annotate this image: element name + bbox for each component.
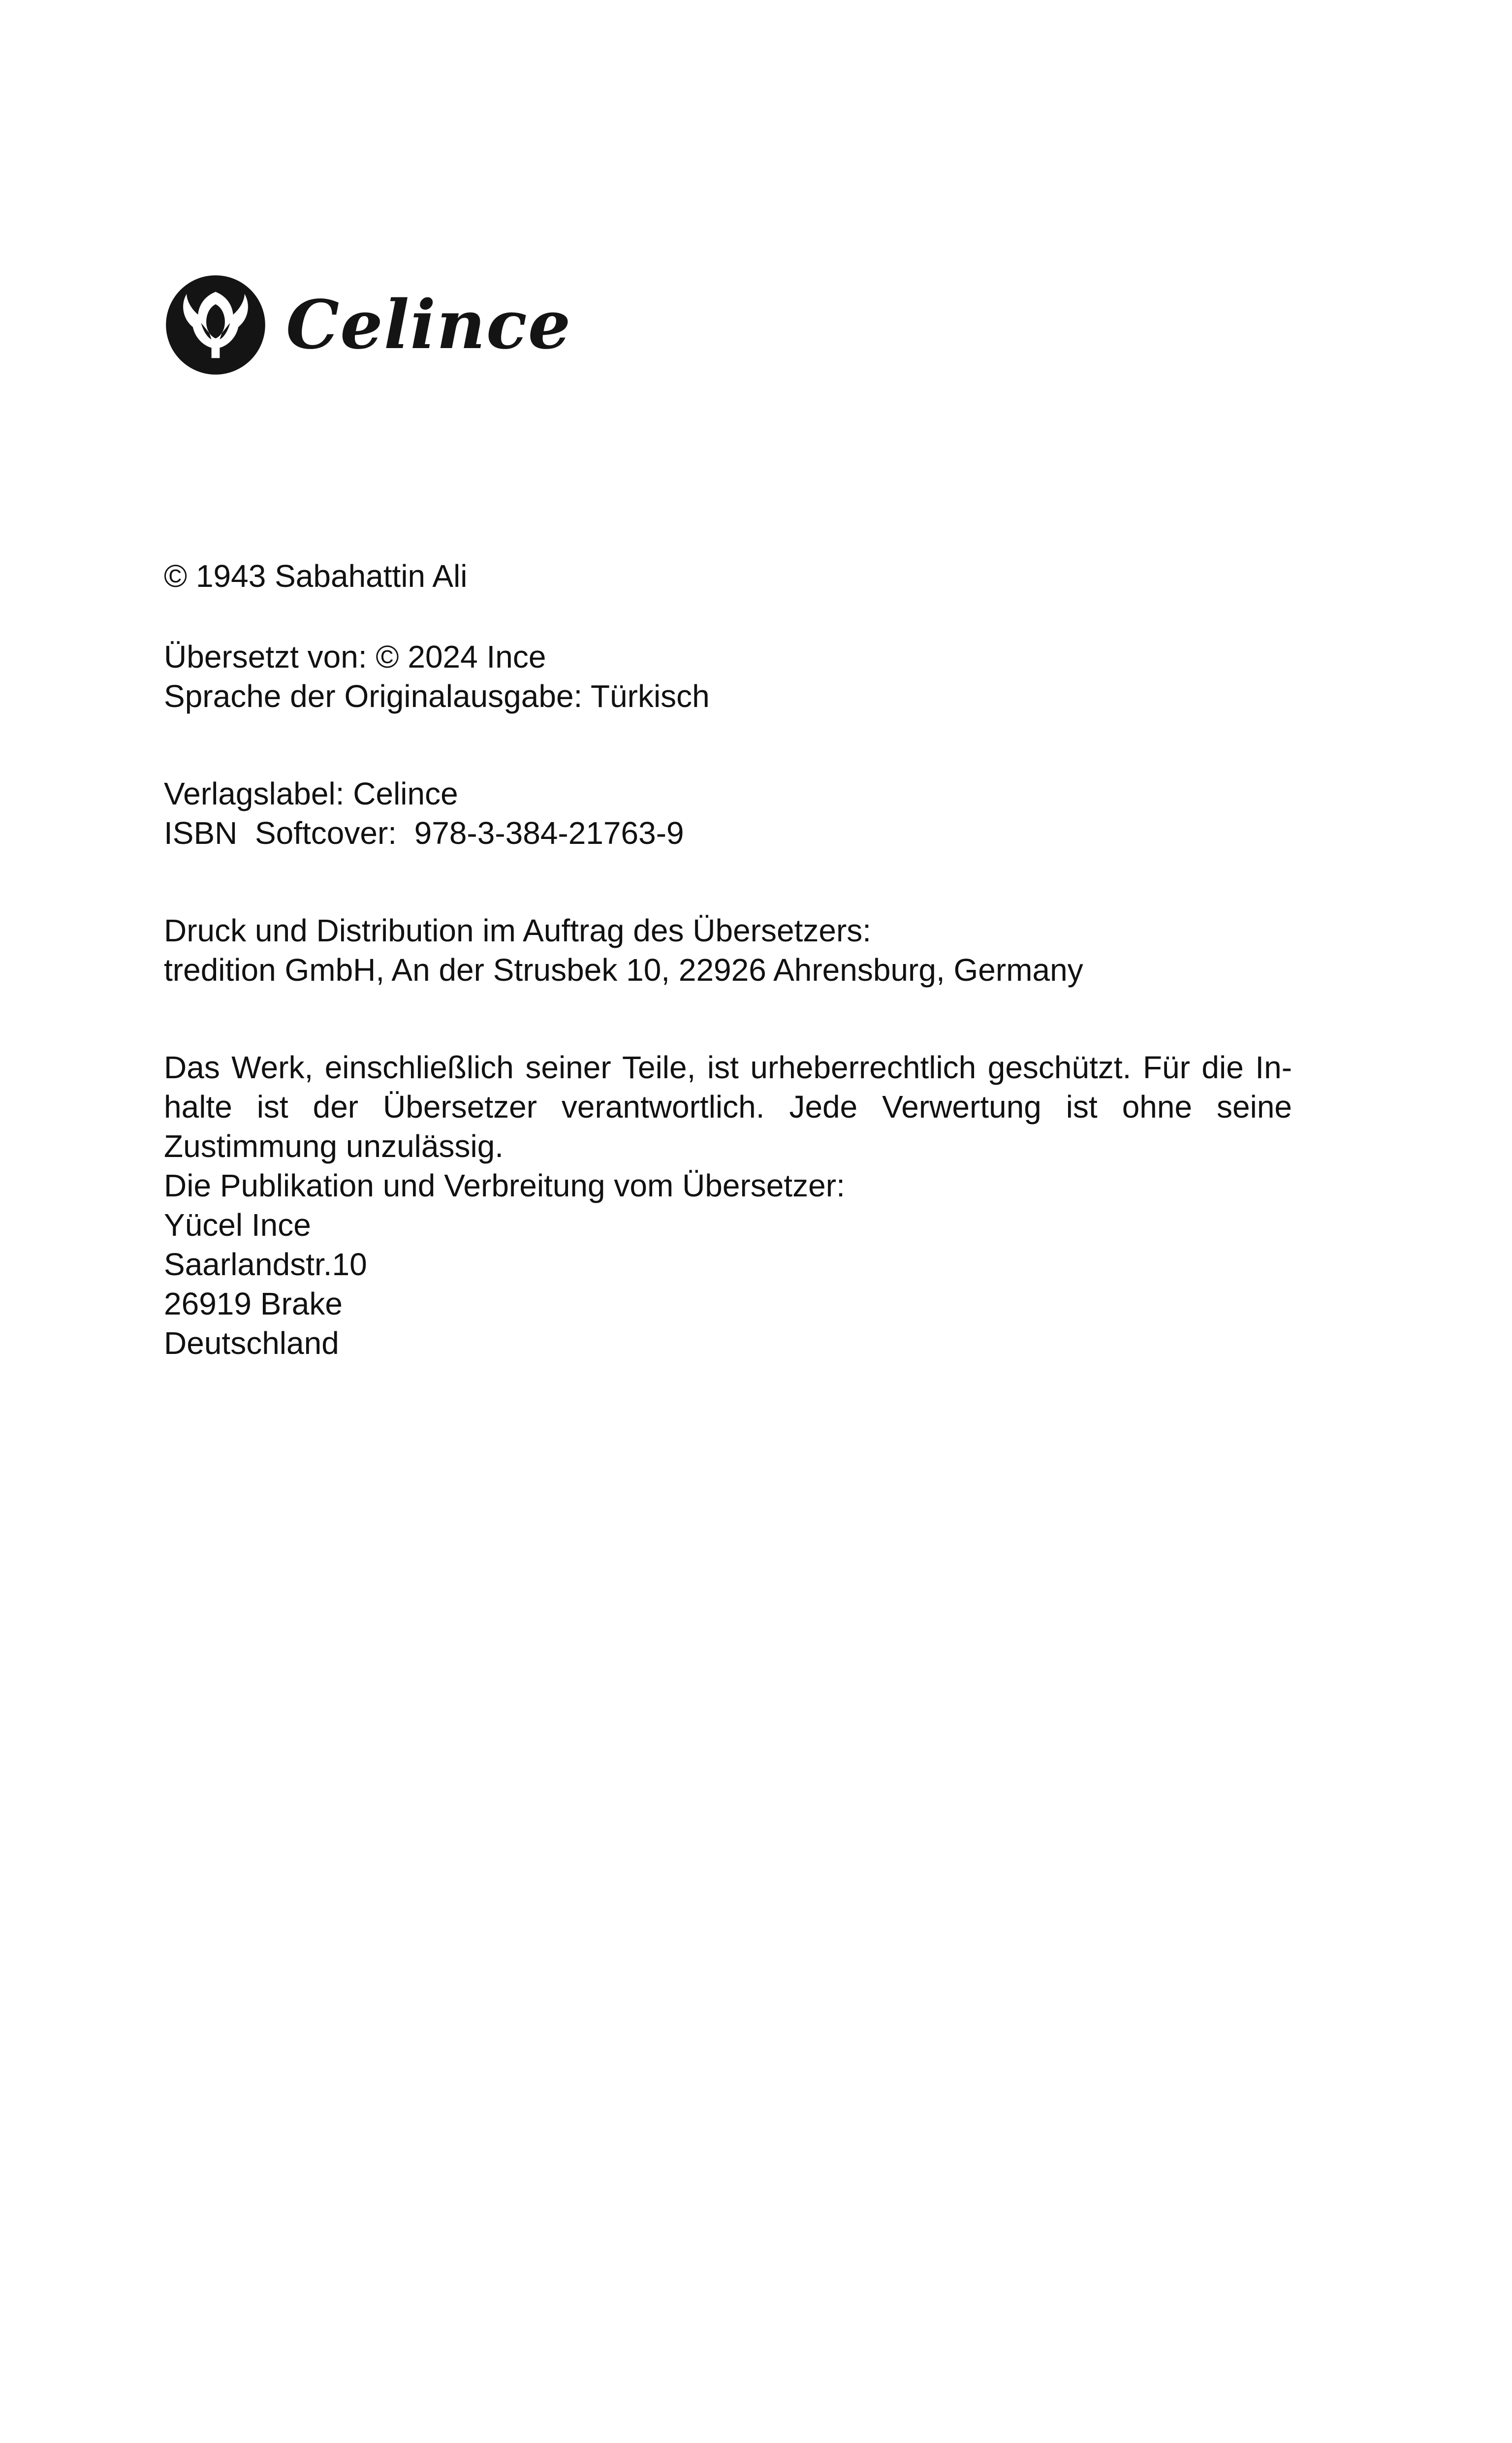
legal-line-4: Die Publikation und Verbreitung vom Übersetzer: bbox=[164, 1168, 845, 1203]
translated-by: Übersetzt von: © 2024 Ince bbox=[164, 639, 546, 675]
copyright-author: © 1943 Sabahattin Ali bbox=[164, 558, 468, 594]
legal-line-3: Zustimmung unzulässig. bbox=[164, 1128, 504, 1164]
distribution-line-1: Druck und Distribution im Auftrag des Übersetzers: bbox=[164, 913, 872, 948]
translator-city: 26919 Brake bbox=[164, 1286, 343, 1321]
distribution-line-2: tredition GmbH, An der Strusbek 10, 22926 Ahrensburg, Germany bbox=[164, 952, 1083, 988]
legal-block bbox=[164, 1048, 1292, 1363]
publisher-logo bbox=[164, 273, 571, 377]
publisher-logo-text: Celince bbox=[286, 286, 572, 364]
copyright-block bbox=[164, 556, 1292, 596]
publisher-block bbox=[164, 774, 1292, 853]
imprint-text bbox=[164, 556, 1292, 1363]
publisher-label: Verlagslabel: Celince bbox=[164, 776, 458, 811]
translator-country: Deutschland bbox=[164, 1325, 339, 1361]
legal-line-2: halte ist der Übersetzer verantwortlich. Jede Verwertung ist ohne seine bbox=[164, 1089, 1292, 1125]
original-language: Sprache der Originalausgabe: Türkisch bbox=[164, 678, 710, 714]
isbn-softcover: ISBN Softcover: 978-3-384-21763-9 bbox=[164, 815, 684, 851]
translation-block bbox=[164, 637, 1292, 716]
translator-street: Saarlandstr.10 bbox=[164, 1247, 367, 1282]
legal-line-1: Das Werk, einschließlich seiner Teile, ist urheberrechtlich geschützt. Für die In- bbox=[164, 1050, 1292, 1085]
celince-emblem-icon bbox=[164, 273, 267, 377]
distribution-block bbox=[164, 911, 1292, 990]
translator-name: Yücel Ince bbox=[164, 1207, 311, 1243]
